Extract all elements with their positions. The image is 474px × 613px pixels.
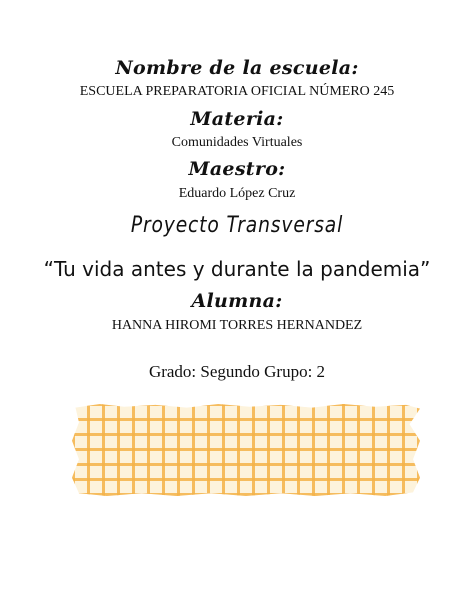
student-name: HANNA HIROMI TORRES HERNANDEZ <box>111 318 363 333</box>
subject-heading: Materia: <box>190 108 284 130</box>
project-topic: “Tu vida antes y durante la pandemia” <box>43 257 431 281</box>
project-title: Proyecto Transversal <box>130 213 344 238</box>
student-heading: Alumna: <box>191 290 283 312</box>
grade-group-line: Grado: Segundo Grupo: 2 <box>148 362 326 381</box>
school-heading: Nombre de la escuela: <box>115 57 359 79</box>
decorative-plaid-tape <box>72 404 420 496</box>
teacher-name: Eduardo López Cruz <box>178 186 296 201</box>
school-name: ESCUELA PREPARATORIA OFICIAL NÚMERO 245 <box>79 84 395 99</box>
subject-name: Comunidades Virtuales <box>171 135 303 150</box>
teacher-heading: Maestro: <box>188 158 286 180</box>
